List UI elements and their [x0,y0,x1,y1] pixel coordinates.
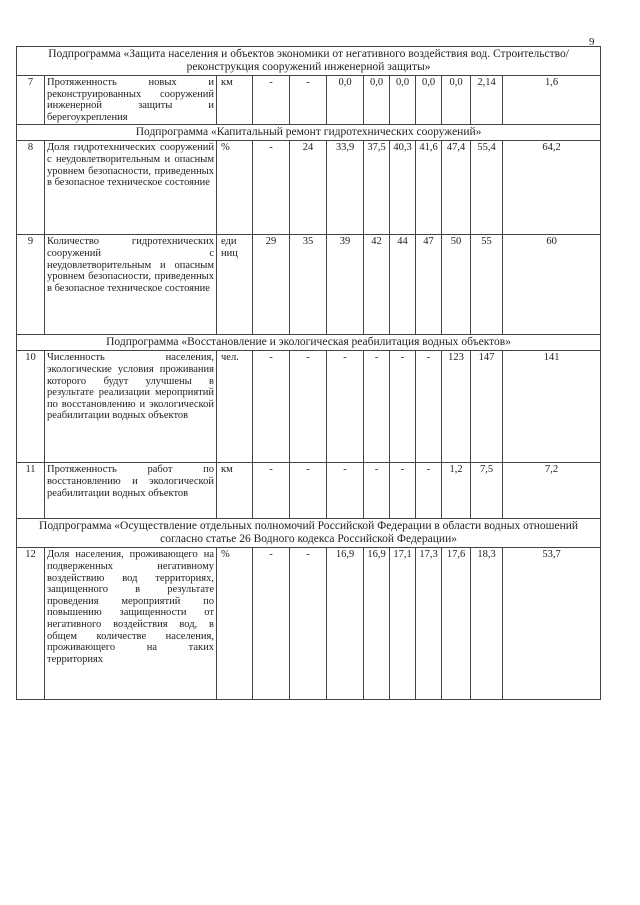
value-cell: - [364,463,390,519]
unit: % [217,141,253,235]
value-cell: 29 [253,235,290,335]
value-cell: - [327,463,364,519]
indicator-name: Численность населения, экологические условия проживания которого будут улучшены в результате реализации мероприятий по восстановлению и экологической реабилитации водных объектов [45,351,217,463]
value-cell: 50 [442,235,471,335]
indicator-name: Количество гидротехнических сооружений с неудовлетворительным и опасным уровнем безопасности, приведенных в безопасное техническое состояние [45,235,217,335]
value-cell: - [390,351,416,463]
value-cell: 64,2 [503,141,601,235]
section-header [17,519,601,548]
row-number: 7 [17,76,45,125]
value-cell: - [416,351,442,463]
value-cell: 44 [390,235,416,335]
section-title: Подпрограмма «Капитальный ремонт гидротехнических сооружений» [17,125,601,141]
value-cell: 7,2 [503,463,601,519]
indicator-name: Доля гидротехнических сооружений с неудовлетворительным и опасным уровнем безопасности, приведенных в безопасное техническое состояние [45,141,217,235]
row-number: 12 [17,548,45,700]
value-cell: 41,6 [416,141,442,235]
value-cell: - [290,351,327,463]
value-cell: 55,4 [471,141,503,235]
section-header [17,125,601,141]
value-cell: 1,2 [442,463,471,519]
value-cell: - [290,463,327,519]
value-cell: 39 [327,235,364,335]
row-number: 8 [17,141,45,235]
value-cell: - [416,463,442,519]
indicator-name: Доля населения, проживающего на подверженных негативному воздействию вод территориях, защищенного в результате проведения мероприятий по повышению защищенности от негативного воздействия вод, в общем количестве населения, проживающего на таких территориях [45,548,217,700]
unit: км [217,76,253,125]
unit: % [217,548,253,700]
value-cell: 16,9 [327,548,364,700]
value-cell: - [253,76,290,125]
value-cell: 141 [503,351,601,463]
indicator-name: Протяженность работ по восстановлению и экологической реабилитации водных объектов [45,463,217,519]
value-cell: 55 [471,235,503,335]
value-cell: - [364,351,390,463]
unit: км [217,463,253,519]
row-number: 11 [17,463,45,519]
unit: еди ниц [217,235,253,335]
indicator-name: Протяженность новых и реконструированных сооружений инженерной защиты и берегоукрепления [45,76,217,125]
table-row [17,141,601,235]
table-row [17,351,601,463]
value-cell: 2,14 [471,76,503,125]
page-number: 9 [589,36,595,48]
value-cell: - [253,141,290,235]
value-cell: 47 [416,235,442,335]
value-cell: 53,7 [503,548,601,700]
value-cell: 40,3 [390,141,416,235]
table-row [17,235,601,335]
unit: чел. [217,351,253,463]
row-number: 10 [17,351,45,463]
value-cell: 16,9 [364,548,390,700]
section-header [17,47,601,76]
section-title: Подпрограмма «Осуществление отдельных полномочий Российской Федерации в области водных отношений согласно статье 26 Водного кодекса Российской Федерации» [17,519,601,548]
table-row [17,548,601,700]
section-header [17,335,601,351]
value-cell: 17,3 [416,548,442,700]
value-cell: 7,5 [471,463,503,519]
value-cell: - [390,463,416,519]
value-cell: - [290,548,327,700]
value-cell: 1,6 [503,76,601,125]
value-cell: 42 [364,235,390,335]
indicators-table [16,46,601,700]
value-cell: 0,0 [327,76,364,125]
table-row [17,463,601,519]
value-cell: 0,0 [416,76,442,125]
value-cell: 147 [471,351,503,463]
value-cell: 35 [290,235,327,335]
value-cell: 60 [503,235,601,335]
value-cell: - [327,351,364,463]
row-number: 9 [17,235,45,335]
value-cell: 18,3 [471,548,503,700]
value-cell: 37,5 [364,141,390,235]
value-cell: - [253,351,290,463]
table-row [17,76,601,125]
value-cell: 17,6 [442,548,471,700]
value-cell: 0,0 [390,76,416,125]
value-cell: 123 [442,351,471,463]
value-cell: 24 [290,141,327,235]
value-cell: - [290,76,327,125]
value-cell: 17,1 [390,548,416,700]
value-cell: - [253,548,290,700]
section-title: Подпрограмма «Защита населения и объектов экономики от негативного воздействия вод. Строительство/реконструкция сооружений инженерной защиты» [17,47,601,76]
value-cell: 33,9 [327,141,364,235]
value-cell: 47,4 [442,141,471,235]
value-cell: 0,0 [364,76,390,125]
value-cell: 0,0 [442,76,471,125]
section-title: Подпрограмма «Восстановление и экологическая реабилитация водных объектов» [17,335,601,351]
value-cell: - [253,463,290,519]
